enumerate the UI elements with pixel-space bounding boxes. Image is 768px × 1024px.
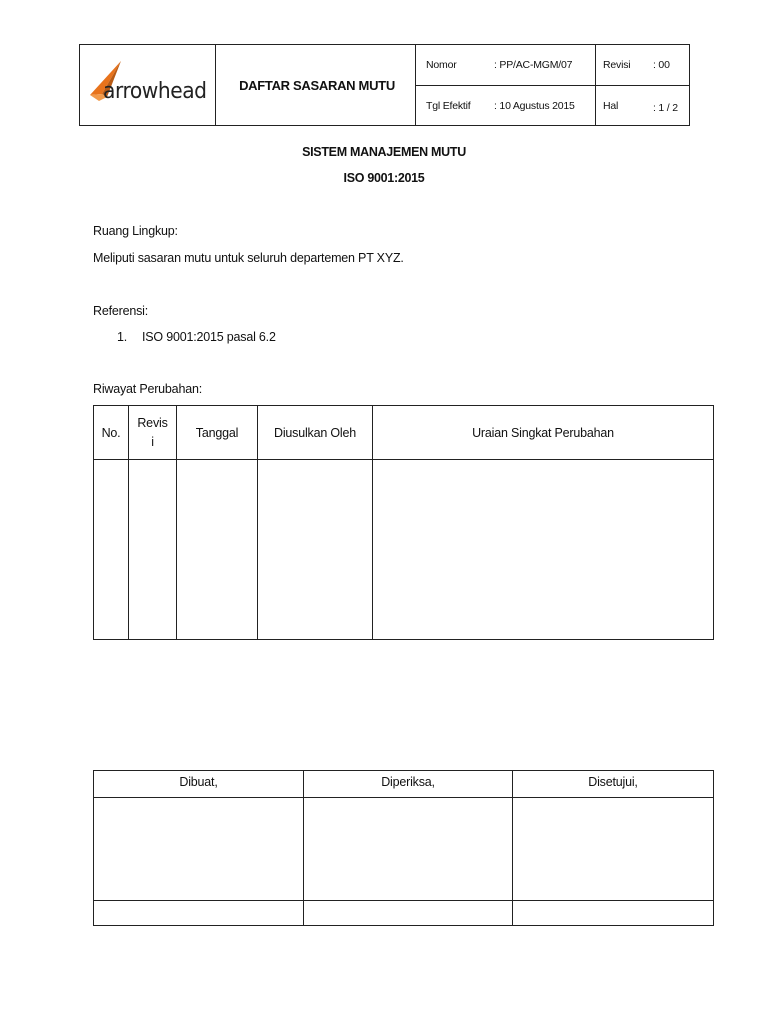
col-revisi-line2: i	[151, 434, 154, 449]
col-dibuat: Dibuat,	[94, 771, 304, 798]
table-cell	[177, 460, 258, 640]
ruang-lingkup-label: Ruang Lingkup:	[93, 224, 178, 238]
name-cell-dibuat	[94, 901, 304, 926]
hal-label: Hal	[603, 100, 619, 112]
name-row	[94, 901, 714, 926]
col-revisi	[129, 406, 177, 460]
ruang-lingkup-text: Meliputi sasaran mutu untuk seluruh departemen PT XYZ.	[93, 251, 404, 265]
tgl-efektif-label: Tgl Efektif	[426, 100, 471, 112]
referensi-label: Referensi:	[93, 304, 148, 318]
name-cell-disetujui	[513, 901, 714, 926]
signature-cell-disetujui	[513, 798, 714, 901]
revisi-label: Revisi	[603, 59, 631, 71]
referensi-item-number: 1.	[117, 330, 128, 344]
referensi-item: ISO 9001:2015 pasal 6.2	[142, 330, 276, 344]
table-row	[94, 460, 714, 640]
approval-table	[93, 770, 714, 926]
table-cell	[129, 460, 177, 640]
table-cell	[258, 460, 373, 640]
signature-cell-dibuat	[94, 798, 304, 901]
system-title: SISTEM MANAJEMEN MUTU	[302, 145, 466, 159]
signature-row	[94, 798, 714, 901]
hal-value: : 1 / 2	[653, 102, 678, 114]
tgl-efektif-value: : 10 Agustus 2015	[494, 100, 575, 112]
nomor-label: Nomor	[426, 59, 457, 71]
riwayat-table	[93, 405, 714, 640]
col-no: No.	[94, 406, 129, 460]
col-revisi-line1: Revis	[137, 415, 168, 430]
iso-title: ISO 9001:2015	[343, 171, 425, 185]
table-cell	[94, 460, 129, 640]
riwayat-label: Riwayat Perubahan:	[93, 382, 202, 396]
nomor-value: : PP/AC-MGM/07	[494, 59, 573, 71]
table-cell	[373, 460, 714, 640]
document-title: DAFTAR SASARAN MUTU	[239, 78, 395, 93]
revisi-value: : 00	[653, 59, 670, 71]
signature-cell-diperiksa	[304, 798, 513, 901]
name-cell-diperiksa	[304, 901, 513, 926]
document-header	[79, 44, 690, 126]
logo-text: arrowhead	[103, 79, 207, 104]
col-tanggal: Tanggal	[177, 406, 258, 460]
col-uraian: Uraian Singkat Perubahan	[373, 406, 714, 460]
col-diusulkan: Diusulkan Oleh	[258, 406, 373, 460]
col-diperiksa: Diperiksa,	[304, 771, 513, 798]
arrowhead-logo	[85, 57, 209, 113]
col-disetujui: Disetujui,	[513, 771, 714, 798]
